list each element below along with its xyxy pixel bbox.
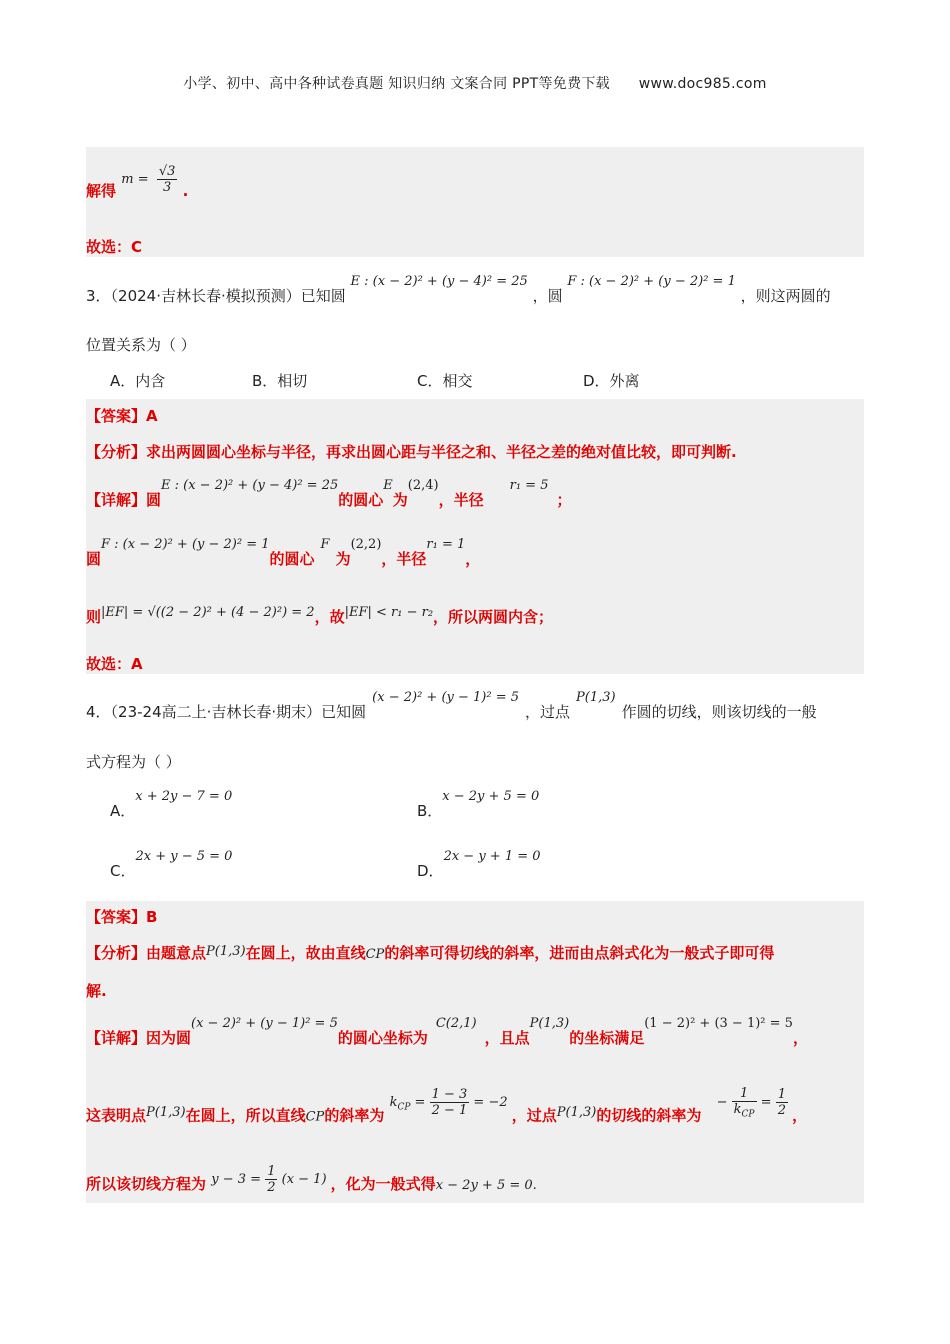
half: $\frac{1}{2}$ <box>777 1087 786 1119</box>
one-half: $\frac{1}{2}$ <box>267 1164 276 1195</box>
choose-c: 故选：C <box>86 238 143 256</box>
page-header <box>0 73 950 93</box>
q3-option-b[interactable]: B．相切 <box>252 372 308 390</box>
q4-analysis-line1: 【分析】由题意点P(1,3)在圆上，故由直线CP的斜率可得切线的斜率，进而由点斜式化为一般式子即可得 <box>86 944 775 962</box>
q3-detail-line2: 圆F : (x − 2)² + (y − 2)² = 1的圆心F为(2,2)，半径r₁ = 1， <box>86 537 481 568</box>
q3-detail-line3: 则|EF| = √((2 − 2)² + (4 − 2)²) = 2，故|EF| < r₁ − r₂，所以两圆内含； <box>86 605 554 626</box>
q4-option-c[interactable]: C．2x + y − 5 = 0 <box>110 849 233 880</box>
header-url[interactable]: www.doc985.com <box>638 76 767 92</box>
solve-expr <box>121 164 177 195</box>
tangent-slope: − $\frac{1}{k_{CP}}$ = $\frac{1}{2}$ <box>716 1086 786 1120</box>
q4-detail-line2: 这表明点P(1,3)在圆上，所以直线CP的斜率为 $k_{CP}$ = $\frac{1 - 3}{2 - 1}$ = −2 ，过点P(1,3)的切线的斜率为 − $\frac{1}{k_{CP}}$ = $\frac{1}{2}$ ， <box>86 1086 808 1125</box>
q3-analysis: 【分析】求出两圆圆心坐标与半径，再求出圆心距与半径之和、半径之差的绝对值比较，即可判断. <box>86 443 737 461</box>
slope-fraction: $\frac{1 - 3}{2 - 1}$ <box>431 1087 468 1119</box>
sqrt3-over-3 <box>157 164 178 195</box>
q4-analysis-line2: 解. <box>86 982 107 1000</box>
tangent-equation: y − 3 = $\frac{1}{2}$ (x − 1) <box>211 1164 327 1195</box>
neg-inverse-slope: $\frac{1}{k_{CP}}$ <box>733 1086 755 1120</box>
q3-option-d[interactable]: D．外离 <box>583 372 640 390</box>
q3-option-a[interactable]: A．内含 <box>110 372 166 390</box>
slope-kcp: $k_{CP}$ = $\frac{1 - 3}{2 - 1}$ = −2 <box>389 1087 508 1119</box>
q3-answer: 【答案】A <box>86 407 158 425</box>
q4-detail-line1: 【详解】因为圆(x − 2)² + (y − 1)² = 5的圆心坐标为C(2,1)，且点P(1,3)的坐标满足(1 − 2)² + (3 − 1)² = 5， <box>86 1016 808 1047</box>
q3-choose: 故选：A <box>86 655 143 673</box>
q3-detail-line1: 【详解】圆E : (x − 2)² + (y − 4)² = 25的圆心E为(2,4)，半径r₁ = 5； <box>86 478 572 509</box>
denominator-3: 3 <box>163 180 172 195</box>
q3-stem-line1: 3．（2024·吉林长春·模拟预测）已知圆 E : (x − 2)² + (y − 4)² = 25 ，圆 F : (x − 2)² + (y − 2)² = 1 ，则这两圆的 <box>86 274 831 305</box>
q4-stem-line1: 4．（23-24高二上·吉林长春·期末）已知圆(x − 2)² + (y − 1)² = 5，过点P(1,3)作圆的切线，则该切线的一般 <box>86 690 817 721</box>
q3-eq-e: E : (x − 2)² + (y − 4)² = 25 <box>350 274 528 289</box>
sqrt3: √3 <box>158 164 176 179</box>
q4-option-b[interactable]: B．x − 2y + 5 = 0 <box>417 789 540 820</box>
q4-option-a[interactable]: A．x + 2y − 7 = 0 <box>110 789 233 820</box>
m-eq: m = <box>121 172 153 187</box>
q4-detail-line3: 所以该切线方程为 y − 3 = $\frac{1}{2}$ (x − 1) ，化为一般式得x − 2y + 5 = 0. <box>86 1164 537 1195</box>
q3-option-c[interactable]: C．相交 <box>417 372 473 390</box>
q3-stem-line2: 位置关系为（ ） <box>86 336 196 354</box>
q3-eq-f: F : (x − 2)² + (y − 2)² = 1 <box>567 274 736 289</box>
q4-option-d[interactable]: D．2x − y + 1 = 0 <box>417 849 541 880</box>
header-text: 小学、初中、高中各种试卷真题 知识归纳 文案合同 PPT等免费下载 <box>183 76 610 92</box>
q4-stem-line2: 式方程为（ ） <box>86 753 181 771</box>
solve-line: 解得 m = $\frac{√3}{3}$ . <box>86 164 189 200</box>
q4-answer: 【答案】B <box>86 908 158 926</box>
solution-block-q2 <box>86 147 864 257</box>
